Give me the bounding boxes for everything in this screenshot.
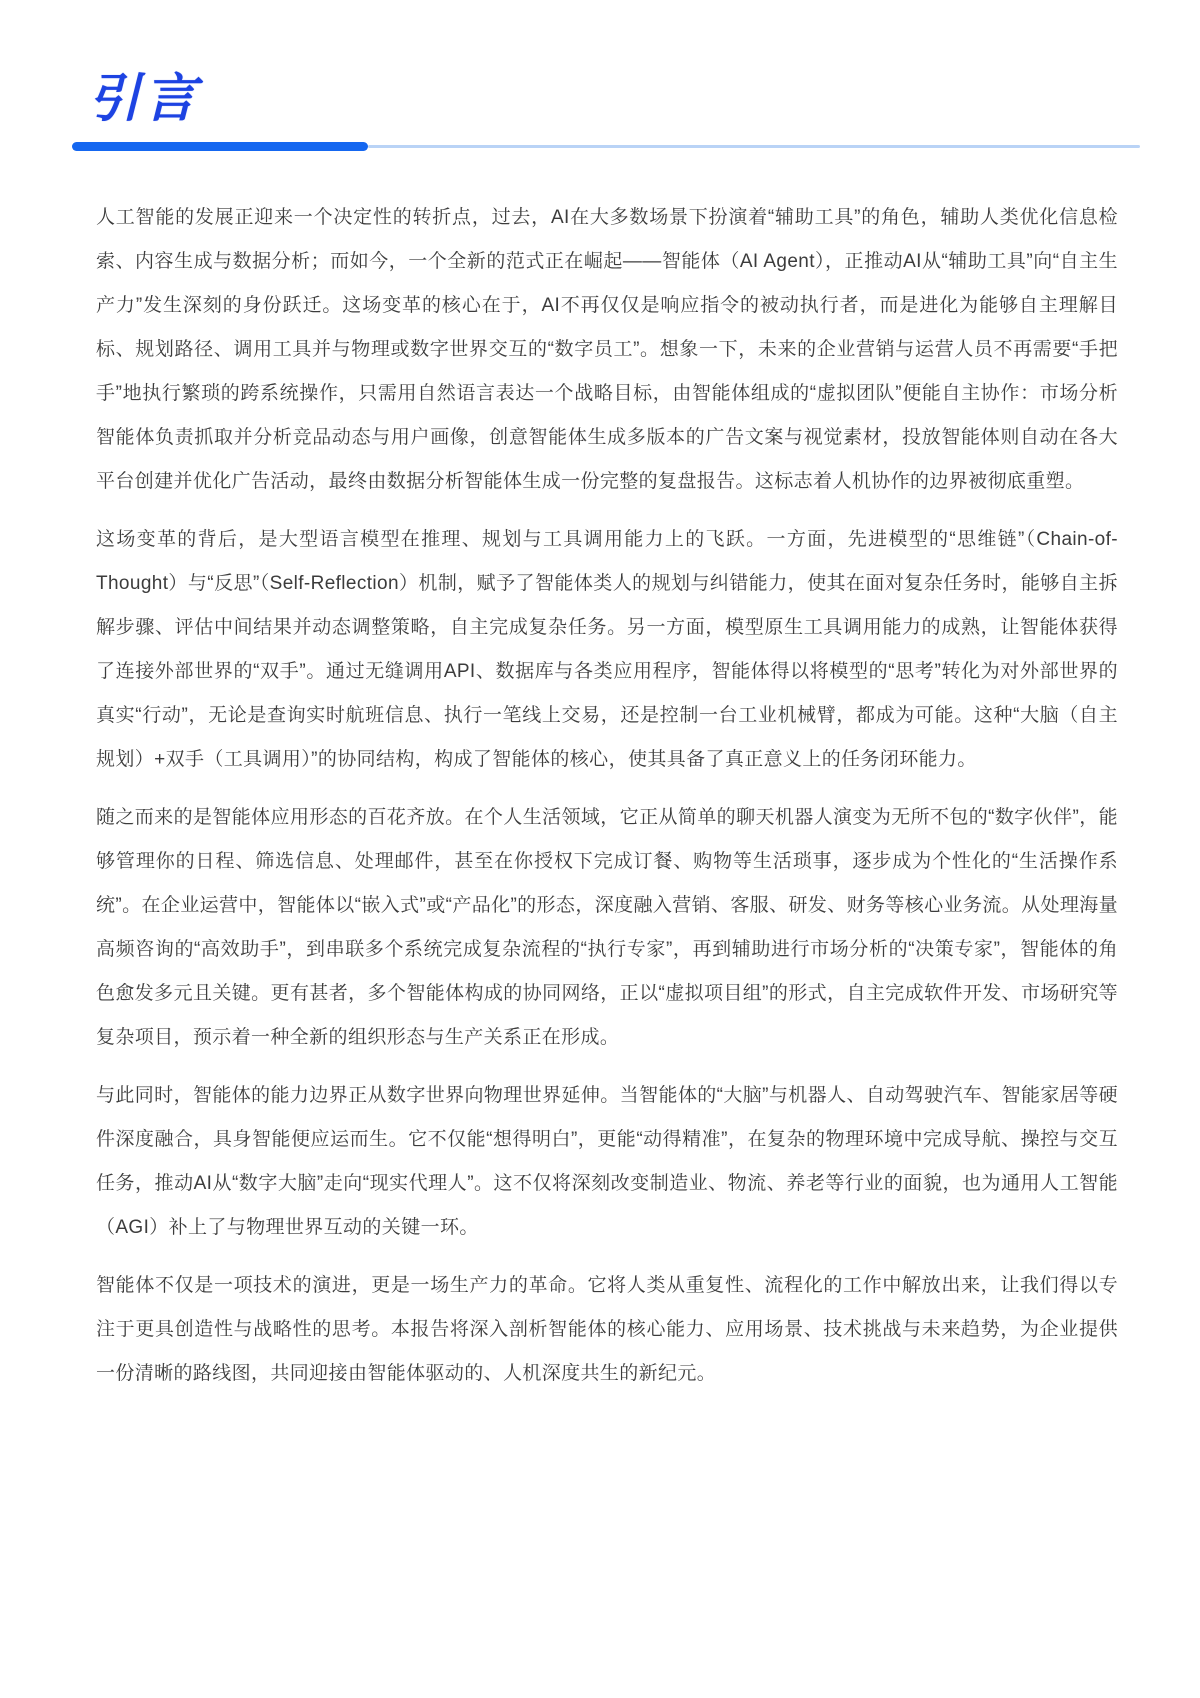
intro-paragraph-4: 与此同时，智能体的能力边界正从数字世界向物理世界延伸。当智能体的“大脑”与机器人、自动驾驶汽车、智能家居等硬件深度融合，具身智能便应运而生。它不仅能“想得明白”，更能“动得精准”，在复杂的物理环境中完成导航、操控与交互任务，推动AI从“数字大脑”走向“现实代理人”。这不仅将深刻改变制造业、物流、养老等行业的面貌，也为通用人工智能（AGI）补上了与物理世界互动的关键一环。 xyxy=(96,1084,1118,1238)
title-underline-accent xyxy=(72,142,368,151)
section-header xyxy=(0,0,1200,152)
intro-paragraph-3: 随之而来的是智能体应用形态的百花齐放。在个人生活领域，它正从简单的聊天机器人演变为无所不包的“数字伙伴”，能够管理你的日程、筛选信息、处理邮件，甚至在你授权下完成订餐、购物等生活琐事，逐步成为个性化的“生活操作系统”。在企业运营中，智能体以“嵌入式”或“产品化”的形态，深度融入营销、客服、研发、财务等核心业务流。从处理海量高频咨询的“高效助手”，到串联多个系统完成复杂流程的“执行专家”，再到辅助进行市场分析的“决策专家”，智能体的角色愈发多元且关键。更有甚者，多个智能体构成的协同网络，正以“虚拟项目组”的形式，自主完成软件开发、市场研究等复杂项目，预示着一种全新的组织形态与生产关系正在形成。 xyxy=(96,806,1118,1048)
title-underline xyxy=(72,142,1140,152)
page-title: 引言 xyxy=(88,70,201,128)
intro-paragraph-1: 人工智能的发展正迎来一个决定性的转折点，过去，AI在大多数场景下扮演着“辅助工具”的角色，辅助人类优化信息检索、内容生成与数据分析；而如今，一个全新的范式正在崛起——智能体（AI Agent），正推动AI从“辅助工具”向“自主生产力”发生深刻的身份跃迁。这场变革的核心在于，AI不再仅仅是响应指令的被动执行者，而是进化为能够自主理解目标、规划路径、调用工具并与物理或数字世界交互的“数字员工”。想象一下，未来的企业营销与运营人员不再需要“手把手”地执行繁琐的跨系统操作，只需用自然语言表达一个战略目标，由智能体组成的“虚拟团队”便能自主协作：市场分析智能体负责抓取并分析竞品动态与用户画像，创意智能体生成多版本的广告文案与视觉素材，投放智能体则自动在各大平台创建并优化广告活动，最终由数据分析智能体生成一份完整的复盘报告。这标志着人机协作的边界被彻底重塑。 xyxy=(96,206,1118,492)
title-underline-track xyxy=(368,145,1140,148)
body-text xyxy=(96,196,1118,1396)
intro-paragraph-2: 这场变革的背后，是大型语言模型在推理、规划与工具调用能力上的飞跃。一方面，先进模型的“思维链”（Chain-of-Thought）与“反思”（Self-Reflection）机制，赋予了智能体类人的规划与纠错能力，使其在面对复杂任务时，能够自主拆解步骤、评估中间结果并动态调整策略，自主完成复杂任务。另一方面，模型原生工具调用能力的成熟，让智能体获得了连接外部世界的“双手”。通过无缝调用API、数据库与各类应用程序，智能体得以将模型的“思考”转化为对外部世界的真实“行动”，无论是查询实时航班信息、执行一笔线上交易，还是控制一台工业机械臂，都成为可能。这种“大脑（自主规划）+双手（工具调用）”的协同结构，构成了智能体的核心，使其具备了真正意义上的任务闭环能力。 xyxy=(96,528,1118,770)
intro-paragraph-5: 智能体不仅是一项技术的演进，更是一场生产力的革命。它将人类从重复性、流程化的工作中解放出来，让我们得以专注于更具创造性与战略性的思考。本报告将深入剖析智能体的核心能力、应用场景、技术挑战与未来趋势，为企业提供一份清晰的路线图，共同迎接由智能体驱动的、人机深度共生的新纪元。 xyxy=(96,1274,1118,1384)
